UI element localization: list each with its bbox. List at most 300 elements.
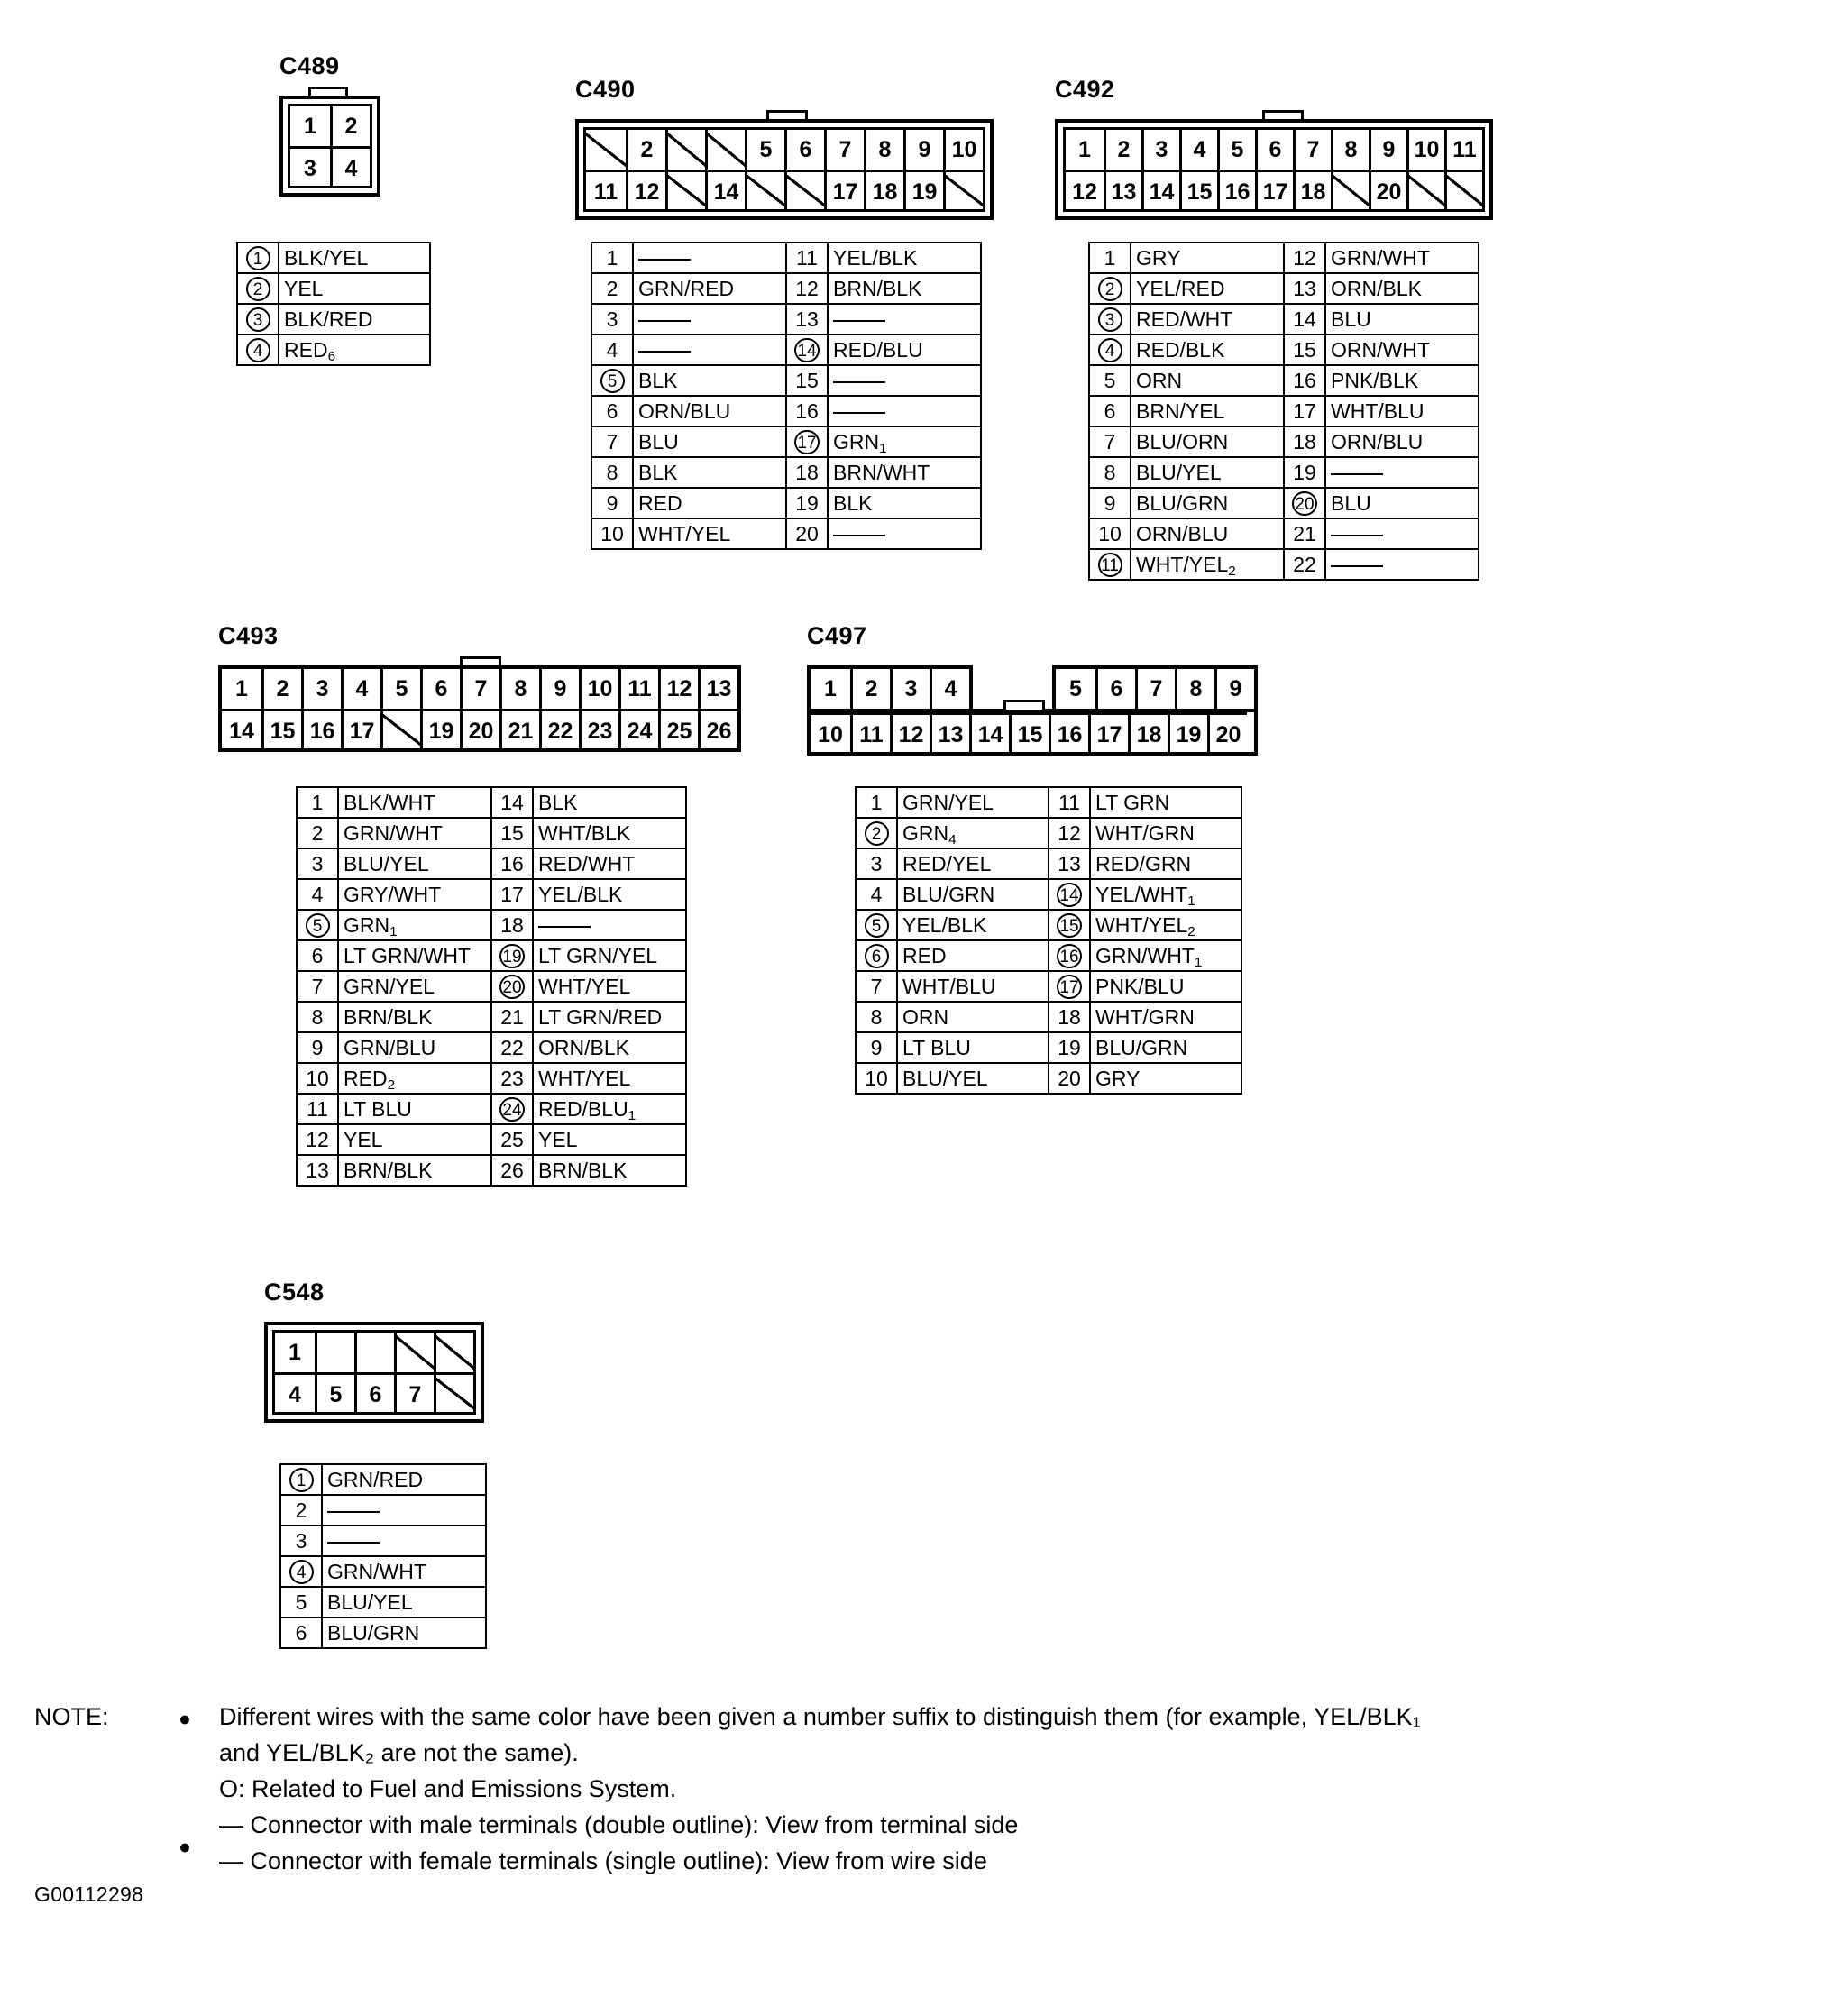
pin-cell[interactable]: 8 — [864, 130, 903, 170]
table-row — [591, 488, 981, 518]
note-line-3: O: Related to Fuel and Emissions System. — [219, 1774, 677, 1802]
pin-cell[interactable]: 20 — [1207, 712, 1247, 752]
pin-cell[interactable]: 7 — [394, 1372, 434, 1412]
pin-cell[interactable]: 21 — [499, 709, 539, 748]
connector-inner-c548 — [272, 1330, 476, 1415]
pin-cell[interactable]: 14 — [222, 709, 261, 748]
pin-number-cell — [1089, 396, 1131, 426]
pin-cell[interactable]: 19 — [1168, 712, 1207, 752]
pin-cell[interactable]: 14 — [1141, 170, 1179, 209]
pin-number-circled: 6 — [865, 944, 889, 968]
wire-color-cell — [633, 365, 786, 396]
pin-number-plain: 8 — [606, 460, 618, 484]
wire-table-c490 — [591, 242, 982, 550]
pin-number-cell — [297, 1032, 338, 1063]
pin-cell-unused — [665, 130, 705, 170]
pin-cell[interactable]: 10 — [579, 669, 618, 709]
table-row — [856, 848, 1241, 879]
pin-cell[interactable]: 2 — [626, 130, 665, 170]
connector-title-c490: C490 — [575, 76, 636, 103]
pin-number-circled: 15 — [1057, 913, 1081, 938]
wire-color-cell — [828, 273, 981, 304]
wire-color-text: LT BLU — [902, 1035, 971, 1059]
no-wire-dash-icon — [1331, 535, 1383, 536]
pin-cell[interactable]: 19 — [420, 709, 460, 748]
pin-number-plain: 17 — [500, 882, 524, 906]
pin-number-circled: 1 — [289, 1468, 314, 1492]
table-row — [297, 1002, 686, 1032]
pin-number-plain: 26 — [500, 1158, 524, 1182]
pin-number-plain: 10 — [865, 1066, 888, 1090]
pin-cell[interactable]: 9 — [1214, 669, 1254, 709]
pin-cell[interactable]: 7 — [824, 130, 864, 170]
pin-cell[interactable]: 5 — [315, 1372, 354, 1412]
connector-inner-c497 — [807, 665, 1258, 756]
wire-color-text: WHT/GRN — [1095, 1004, 1195, 1029]
pin-number-cell — [786, 365, 828, 396]
wire-table-body — [591, 243, 981, 549]
pin-number-cell — [1089, 304, 1131, 334]
pin-number-circled: 3 — [1098, 307, 1122, 332]
no-wire-dash-icon — [638, 320, 691, 322]
pin-number-cell — [1049, 787, 1090, 818]
pin-cell[interactable]: 14 — [705, 170, 745, 209]
wire-color-cell — [338, 1032, 491, 1063]
pin-cell[interactable]: 6 — [354, 1372, 394, 1412]
wire-table-c493 — [296, 786, 687, 1187]
wire-suffix: 2 — [1187, 923, 1195, 939]
wire-color-cell — [338, 940, 491, 971]
wire-table — [296, 786, 687, 1187]
wire-color-cell — [1325, 365, 1479, 396]
pin-number-cell — [786, 304, 828, 334]
wire-color-cell — [338, 818, 491, 848]
pin-number-cell — [1049, 1063, 1090, 1094]
pin-number-circled: 1 — [246, 246, 270, 270]
pin-cell[interactable]: 12 — [626, 170, 665, 209]
wire-table — [855, 786, 1242, 1095]
wire-color-text: BLK — [638, 368, 678, 392]
pin-cell[interactable]: 3 — [290, 146, 330, 186]
pin-number-cell — [1284, 304, 1325, 334]
pin-row — [586, 170, 983, 209]
wire-color-cell — [828, 243, 981, 273]
connector-block-c497 — [807, 622, 1258, 756]
pin-cell[interactable]: 18 — [1128, 712, 1168, 752]
pin-number-plain: 19 — [795, 490, 819, 515]
pin-cell[interactable]: 13 — [1104, 170, 1141, 209]
pin-row — [586, 130, 983, 170]
pin-number-circled: 4 — [246, 338, 270, 362]
pin-cell[interactable]: 16 — [1217, 170, 1255, 209]
connector-body-c548 — [264, 1322, 484, 1423]
pin-number-cell — [856, 971, 897, 1002]
pin-number-plain: 13 — [306, 1158, 329, 1182]
pin-cell[interactable]: 16 — [1049, 712, 1088, 752]
pin-cell[interactable]: 16 — [301, 709, 341, 748]
pin-number-cell — [1089, 549, 1131, 580]
pin-cell-unused — [1444, 170, 1482, 209]
pin-number-cell — [1089, 273, 1131, 304]
pin-number-cell — [297, 1063, 338, 1094]
table-row — [856, 940, 1241, 971]
pin-number-plain: 13 — [1293, 276, 1316, 300]
pin-cell[interactable]: 12 — [658, 669, 698, 709]
pin-number-plain: 9 — [1104, 490, 1116, 515]
wire-color-text: GRN — [833, 429, 880, 454]
table-row — [1089, 426, 1479, 457]
wire-color-cell — [1131, 243, 1284, 273]
wire-color-text: WHT/BLU — [902, 974, 996, 998]
pin-number-cell — [1049, 879, 1090, 910]
pin-cell[interactable]: 8 — [1175, 669, 1214, 709]
wire-suffix: 1 — [1187, 893, 1195, 909]
wire-color-text: BLU/ORN — [1136, 429, 1229, 454]
pin-cell[interactable]: 5 — [380, 669, 420, 709]
wire-color-text: RED — [284, 337, 328, 362]
pin-cell[interactable]: 24 — [618, 709, 658, 748]
pin-number-plain: 1 — [870, 790, 883, 814]
pin-number-cell — [491, 940, 533, 971]
wire-color-text: BLU/GRN — [1095, 1035, 1188, 1059]
pin-number-plain: 18 — [500, 912, 524, 937]
pin-cell[interactable]: 7 — [1293, 130, 1331, 170]
pin-number-cell — [297, 879, 338, 910]
wire-color-cell — [1325, 457, 1479, 488]
wire-color-cell — [1131, 426, 1284, 457]
pin-number-plain: 21 — [500, 1004, 524, 1029]
pin-row — [275, 1333, 473, 1372]
pin-cell[interactable]: 22 — [539, 709, 579, 748]
pin-cell[interactable]: 2 — [850, 669, 890, 709]
pin-cell[interactable]: 1 — [1066, 130, 1104, 170]
wire-color-cell — [828, 334, 981, 365]
wire-color-text: GRY — [1095, 1066, 1141, 1090]
pin-number-plain: 8 — [1104, 460, 1116, 484]
pin-number-cell — [280, 1464, 322, 1495]
connector-tab-c497 — [1003, 700, 1045, 710]
pin-number-cell — [1089, 365, 1131, 396]
pin-cell[interactable]: 1 — [275, 1333, 315, 1372]
wire-color-cell — [1090, 879, 1241, 910]
wire-color-cell — [1325, 334, 1479, 365]
wire-color-text: BLU/YEL — [1136, 460, 1222, 484]
wire-color-text: BRN/BLK — [833, 276, 922, 300]
no-wire-dash-icon — [638, 351, 691, 353]
pin-cell[interactable]: 17 — [1088, 712, 1128, 752]
pin-cell[interactable]: 9 — [1369, 130, 1406, 170]
pin-number-cell — [856, 818, 897, 848]
pin-number-cell — [1049, 940, 1090, 971]
pin-number-plain: 7 — [606, 429, 618, 454]
pin-number-cell — [786, 518, 828, 549]
table-row — [237, 304, 430, 334]
table-row — [280, 1464, 486, 1495]
wire-color-text: GRY — [1136, 245, 1181, 270]
pin-cell[interactable]: 10 — [943, 130, 983, 170]
wire-color-text: YEL/WHT — [1095, 882, 1188, 906]
pin-number-cell — [297, 1094, 338, 1124]
pin-cell[interactable]: 6 — [420, 669, 460, 709]
pin-number-cell — [1284, 273, 1325, 304]
pin-number-plain: 11 — [1058, 790, 1080, 814]
pin-number-plain: 7 — [870, 974, 883, 998]
wire-color-cell — [533, 971, 686, 1002]
pin-number-plain: 15 — [795, 368, 819, 392]
pin-number-circled: 4 — [1098, 338, 1122, 362]
wire-color-text: WHT/BLK — [538, 820, 631, 845]
pin-cell[interactable]: 17 — [341, 709, 380, 748]
wire-color-cell — [1131, 365, 1284, 396]
pin-number-plain: 7 — [311, 974, 324, 998]
table-row — [856, 1063, 1241, 1094]
wire-suffix: 1 — [389, 923, 398, 939]
wire-color-text: BLU/GRN — [1136, 490, 1229, 515]
pin-number-cell — [297, 940, 338, 971]
wire-color-text: GRN/RED — [327, 1467, 424, 1491]
pin-number-cell — [1284, 365, 1325, 396]
wire-color-cell — [897, 940, 1049, 971]
wire-color-cell — [533, 879, 686, 910]
pin-cell[interactable]: 8 — [1331, 130, 1369, 170]
pin-number-cell — [491, 1094, 533, 1124]
pin-number-cell — [1049, 1032, 1090, 1063]
table-row — [297, 1124, 686, 1155]
connector-diagram-c492 — [1055, 110, 1493, 220]
pin-number-plain: 18 — [1058, 1004, 1081, 1029]
pin-number-plain: 16 — [795, 399, 819, 423]
wire-color-cell — [322, 1556, 486, 1587]
pin-number-cell — [856, 787, 897, 818]
pin-cell-unused — [665, 170, 705, 209]
pin-cell[interactable]: 12 — [1066, 170, 1104, 209]
pin-cell[interactable]: 2 — [1104, 130, 1141, 170]
pin-number-cell — [297, 1002, 338, 1032]
pin-cell[interactable]: 3 — [1141, 130, 1179, 170]
pin-number-plain: 19 — [1058, 1035, 1081, 1059]
table-row — [591, 243, 981, 273]
pin-cell[interactable]: 17 — [1255, 170, 1293, 209]
pin-cell[interactable]: 20 — [460, 709, 499, 748]
pin-cell[interactable]: 23 — [579, 709, 618, 748]
wire-color-cell: YEL — [279, 273, 430, 304]
pin-number-cell — [491, 879, 533, 910]
wire-color-text: ORN/WHT — [1331, 337, 1430, 362]
wire-color-text: YEL/BLK — [902, 912, 987, 937]
pin-cell[interactable]: 15 — [1179, 170, 1217, 209]
wire-color-text: PNK/BLK — [1331, 368, 1419, 392]
pin-cell[interactable]: 4 — [341, 669, 380, 709]
pin-cell[interactable]: 1 — [811, 669, 850, 709]
pin-cell[interactable]: 13 — [698, 669, 737, 709]
table-row — [297, 879, 686, 910]
no-wire-dash-icon — [833, 535, 885, 536]
pin-cell[interactable]: 25 — [658, 709, 698, 748]
pin-number-cell — [591, 426, 633, 457]
wire-color-cell — [533, 787, 686, 818]
pin-number-plain: 17 — [1293, 399, 1316, 423]
pin-cell[interactable]: 18 — [1293, 170, 1331, 209]
pin-cell[interactable]: 7 — [1135, 669, 1175, 709]
pin-cell[interactable]: 19 — [903, 170, 943, 209]
pin-number-cell — [856, 879, 897, 910]
pin-number-plain: 3 — [606, 307, 618, 331]
pin-cell[interactable]: 9 — [903, 130, 943, 170]
pin-cell[interactable]: 26 — [698, 709, 737, 748]
pin-number-cell — [591, 396, 633, 426]
pin-cell[interactable]: 1 — [222, 669, 261, 709]
pin-cell[interactable]: 18 — [864, 170, 903, 209]
wire-color-text: ORN/BLU — [1331, 429, 1424, 454]
wire-color-text: BLU/GRN — [327, 1620, 420, 1645]
pin-cell[interactable]: 17 — [824, 170, 864, 209]
wire-color-cell — [897, 848, 1049, 879]
pin-cell[interactable]: 15 — [1009, 712, 1049, 752]
wire-color-cell — [633, 426, 786, 457]
table-row — [1089, 273, 1479, 304]
pin-number-plain: 14 — [1293, 307, 1316, 331]
wire-color-text: BLU/YEL — [327, 1590, 413, 1614]
pin-cell[interactable]: 20 — [1369, 170, 1406, 209]
connector-title-c497: C497 — [807, 622, 867, 649]
wire-color-text: WHT/YEL — [638, 521, 731, 545]
wire-color-cell — [1090, 971, 1241, 1002]
wire-color-cell — [1325, 426, 1479, 457]
wire-color-cell — [1131, 549, 1284, 580]
pin-cell[interactable]: 3 — [890, 669, 930, 709]
table-row — [280, 1495, 486, 1526]
connector-block-c490 — [575, 76, 994, 220]
wire-table-c497 — [855, 786, 1242, 1095]
pin-cell[interactable]: 4 — [930, 669, 969, 709]
pin-cell[interactable]: 14 — [969, 712, 1009, 752]
pin-cell[interactable]: 12 — [890, 712, 930, 752]
wire-color-text: BLK — [538, 790, 578, 814]
pin-cell[interactable]: 11 — [586, 170, 626, 209]
wire-color-cell — [1325, 273, 1479, 304]
wire-color-cell — [279, 334, 430, 365]
table-row — [856, 1002, 1241, 1032]
pin-number-plain: 21 — [1293, 521, 1316, 545]
pin-cell[interactable]: 11 — [1444, 130, 1482, 170]
pin-cell[interactable]: 5 — [1056, 669, 1095, 709]
pin-number-circled: 11 — [1098, 553, 1122, 577]
table-row — [1089, 396, 1479, 426]
wire-color-text: GRN/YEL — [344, 974, 435, 998]
pin-number-circled: 17 — [1057, 975, 1081, 999]
wire-color-cell — [633, 518, 786, 549]
pin-number-cell — [237, 243, 279, 273]
pin-number-circled: 2 — [1098, 277, 1122, 301]
pin-cell[interactable]: 10 — [1406, 130, 1444, 170]
pin-number-plain: 4 — [311, 882, 324, 906]
note-bullet-icon-2: ● — [179, 1835, 191, 1858]
pin-cell[interactable]: 13 — [930, 712, 969, 752]
pin-number-plain: 16 — [1293, 368, 1316, 392]
pin-cell[interactable]: 11 — [618, 669, 658, 709]
wire-color-text: BLU — [1331, 490, 1371, 515]
pin-cell[interactable]: 5 — [1217, 130, 1255, 170]
wire-table-body — [297, 787, 686, 1186]
wire-color-cell — [1090, 1002, 1241, 1032]
pin-number-plain: 6 — [1104, 399, 1116, 423]
wire-color-cell — [322, 1587, 486, 1617]
pin-cell[interactable]: 7 — [460, 669, 499, 709]
wire-color-cell — [828, 396, 981, 426]
wire-table-body — [1089, 243, 1479, 580]
pin-cell-unused — [943, 170, 983, 209]
pin-number-cell — [1284, 488, 1325, 518]
pin-number-circled: 2 — [865, 821, 889, 846]
pin-number-cell — [786, 334, 828, 365]
pin-cell[interactable]: 4 — [1179, 130, 1217, 170]
wire-color-text: GRY/WHT — [344, 882, 442, 906]
pin-number-plain: 6 — [295, 1620, 307, 1645]
table-row — [591, 334, 981, 365]
pin-cell-unused — [434, 1372, 473, 1412]
pin-number-cell — [297, 1124, 338, 1155]
wire-color-cell — [322, 1526, 486, 1556]
pin-cell-unused — [1331, 170, 1369, 209]
wire-color-text: GRN — [902, 820, 949, 845]
pin-cell[interactable]: 2 — [261, 669, 301, 709]
wire-color-text: WHT/BLU — [1331, 399, 1425, 423]
wire-color-cell — [533, 1094, 686, 1124]
wire-color-text: GRN/YEL — [902, 790, 994, 814]
pin-cell[interactable]: 8 — [499, 669, 539, 709]
table-row — [297, 940, 686, 971]
pin-number-cell — [491, 1124, 533, 1155]
pin-cell[interactable]: 4 — [275, 1372, 315, 1412]
table-row — [1089, 243, 1479, 273]
pin-cell[interactable]: 3 — [301, 669, 341, 709]
pin-cell[interactable]: 1 — [290, 106, 330, 146]
pin-number-cell — [1049, 1002, 1090, 1032]
pin-cell[interactable]: 9 — [539, 669, 579, 709]
pin-cell[interactable]: 4 — [330, 146, 370, 186]
pin-number-plain: 15 — [1293, 337, 1316, 362]
pin-number-cell — [297, 1155, 338, 1186]
pin-cell[interactable]: 6 — [1255, 130, 1293, 170]
pin-number-plain: 9 — [311, 1035, 324, 1059]
pin-cell[interactable]: 10 — [811, 712, 850, 752]
wire-suffix: 1 — [1194, 954, 1203, 970]
wire-color-text: LT BLU — [344, 1096, 412, 1121]
pin-number-plain: 10 — [1098, 521, 1122, 545]
wire-color-text: YEL/BLK — [538, 882, 623, 906]
pin-cell[interactable]: 5 — [745, 130, 784, 170]
wire-color-cell — [1131, 457, 1284, 488]
pin-cell-empty — [315, 1333, 354, 1372]
pin-number-circled: 19 — [499, 944, 524, 968]
pin-number-plain: 6 — [606, 399, 618, 423]
wire-color-text: YEL/BLK — [833, 245, 918, 270]
pin-cell[interactable]: 6 — [784, 130, 824, 170]
pin-cell[interactable]: 2 — [330, 106, 370, 146]
wire-color-text: GRN/WHT — [1095, 943, 1195, 967]
no-wire-dash-icon — [833, 320, 885, 322]
wire-color-cell — [1325, 304, 1479, 334]
pin-cell[interactable]: 15 — [261, 709, 301, 748]
connector-diagram-c489 — [279, 87, 380, 197]
pin-number-cell — [1284, 334, 1325, 365]
pin-number-plain: 12 — [1293, 245, 1316, 270]
pin-number-cell — [591, 518, 633, 549]
pin-cell[interactable]: 6 — [1095, 669, 1135, 709]
pin-cell[interactable]: 11 — [850, 712, 890, 752]
pin-number-circled: 4 — [289, 1560, 314, 1584]
table-row — [1089, 334, 1479, 365]
